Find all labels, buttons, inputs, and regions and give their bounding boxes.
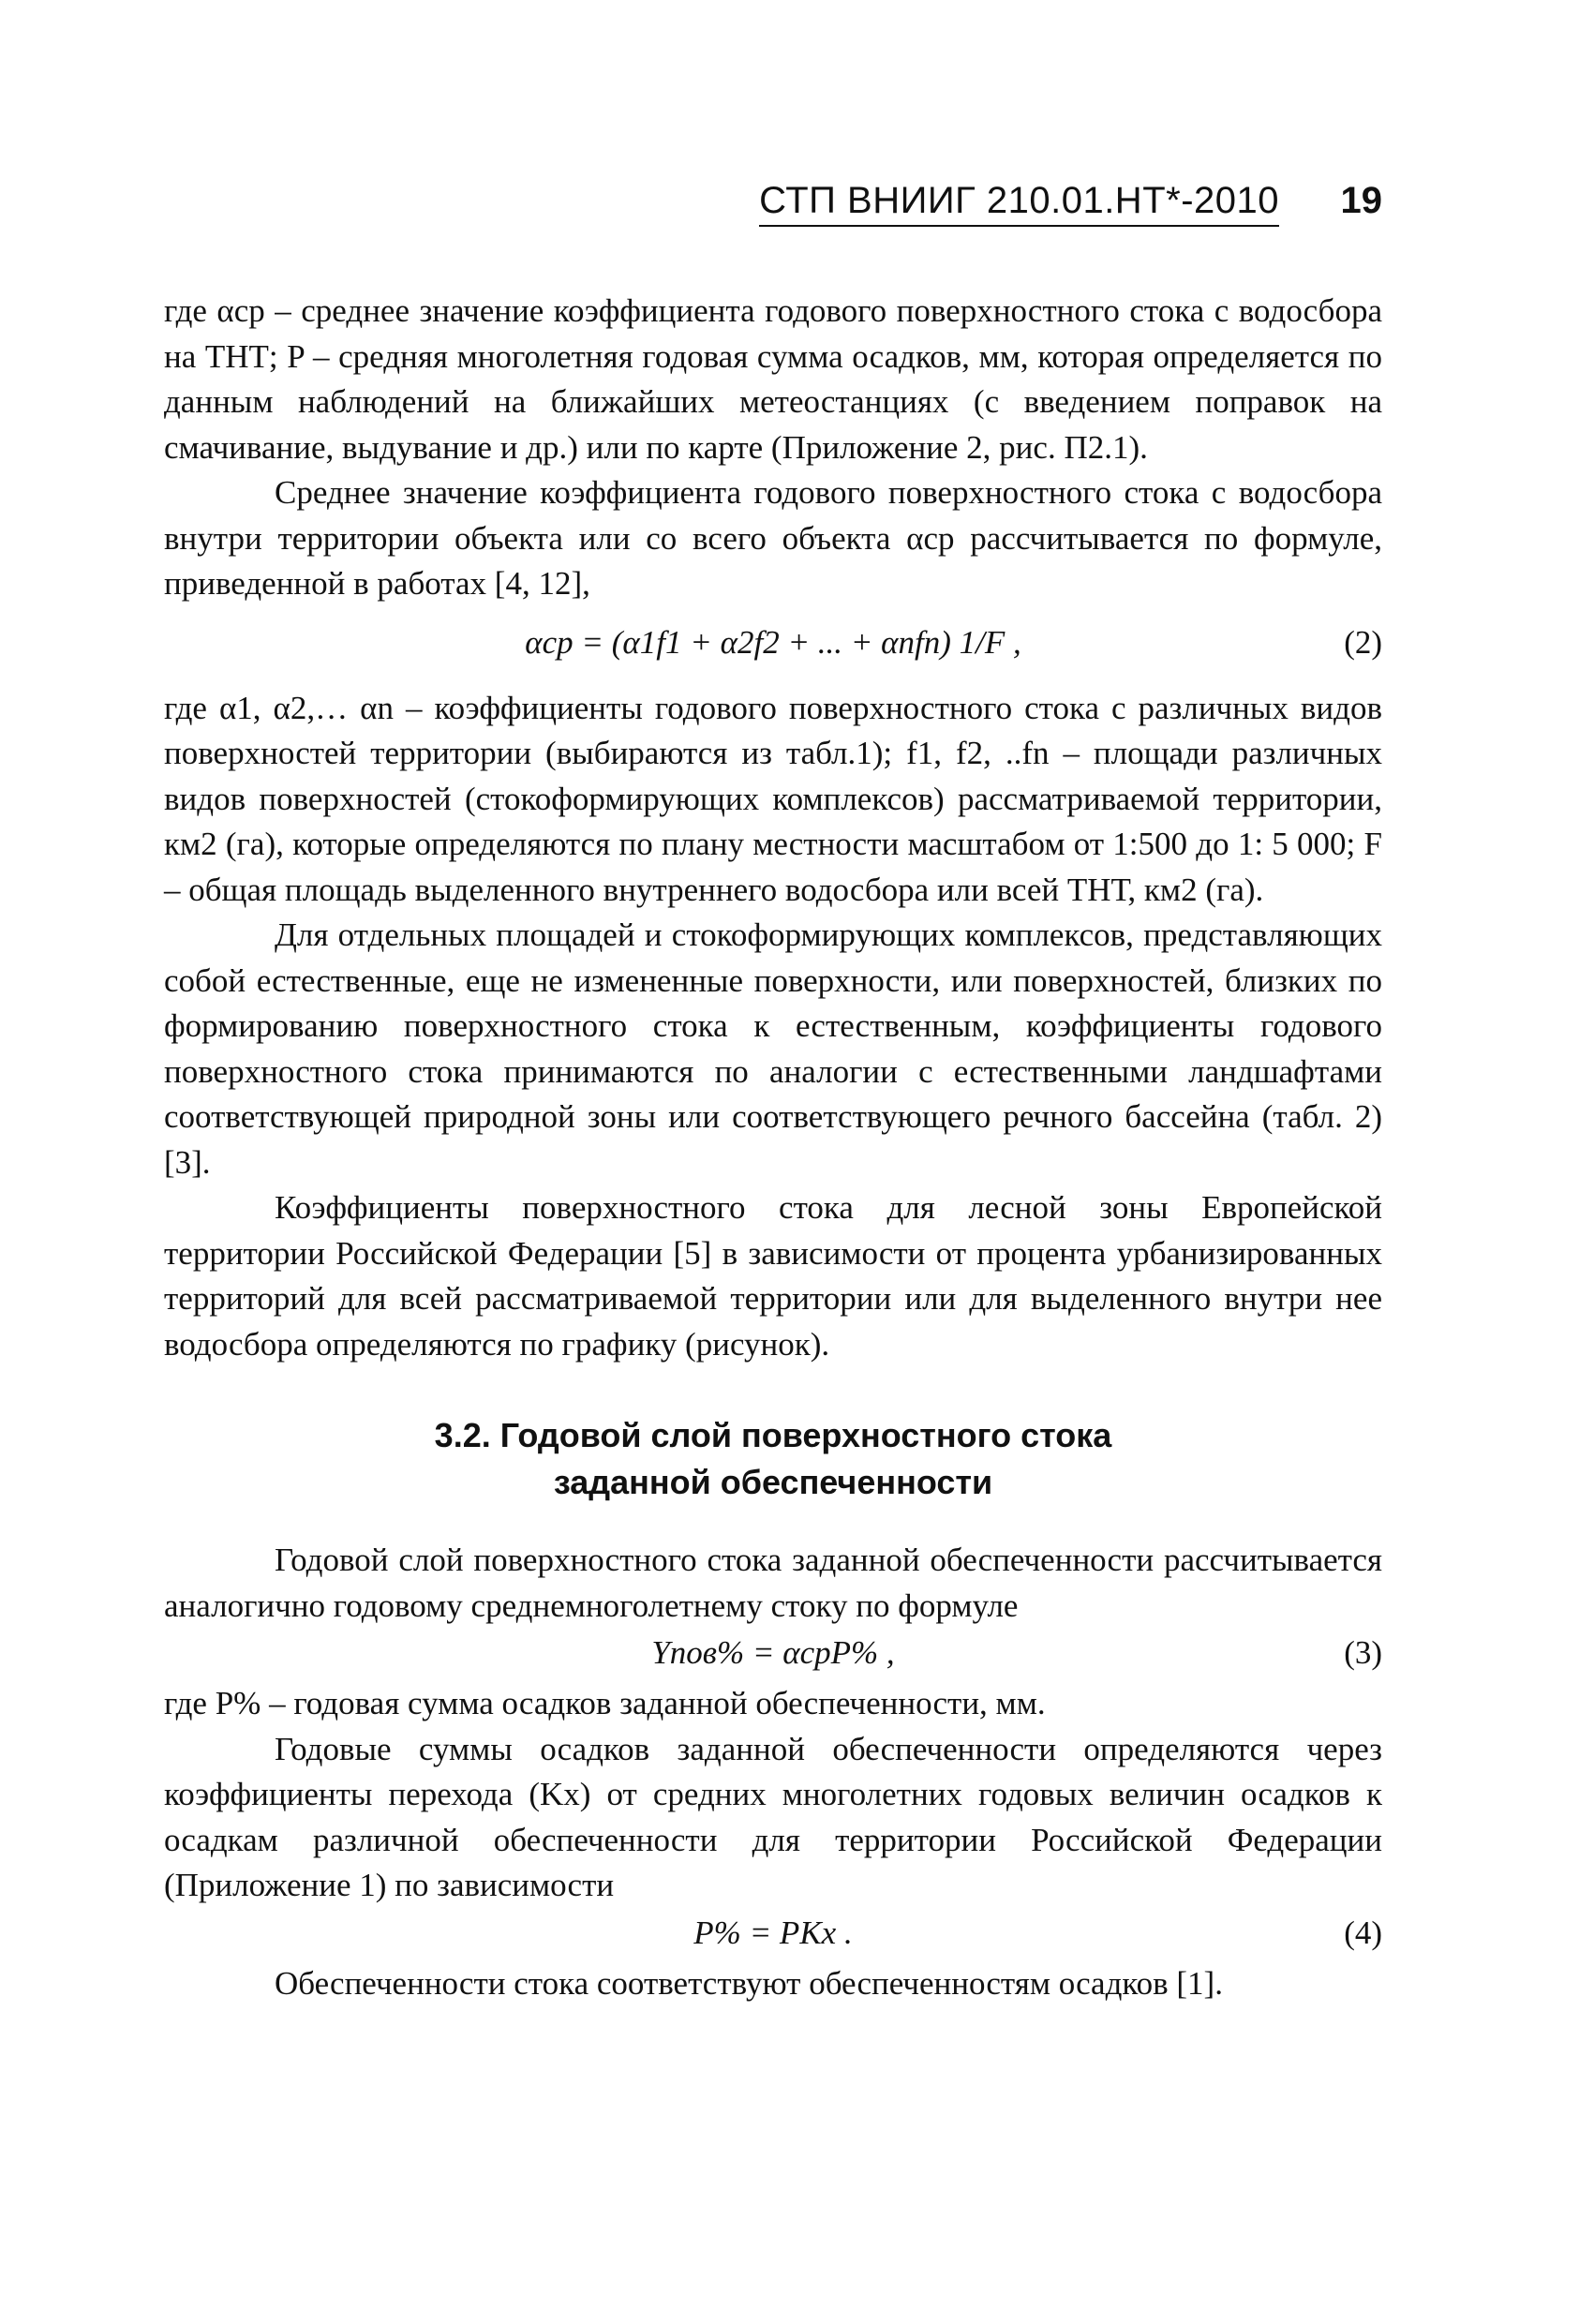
formula-4 — [164, 1909, 1382, 1961]
formula-3-number: (3) — [1344, 1634, 1382, 1671]
formula-2-expression: αср = (α1f1 + α2f2 + ... + αnfn) 1/F , — [525, 623, 1021, 661]
page-body — [164, 289, 1382, 2006]
section-heading-line-1: 3.2. Годовой слой поверхностного стока — [434, 1416, 1112, 1454]
formula-4-expression: P% = PKx . — [693, 1914, 853, 1951]
paragraph-9: Обеспеченности стока соответствуют обеспеченностям осадков [1]. — [275, 1964, 1223, 2002]
running-header — [164, 176, 1382, 232]
paragraph-5: Коэффициенты поверхностного стока для лесной зоны Европейской территории Российской Федерации [5] в зависимости от процента урбанизированных территорий для всей рассматриваемой территории или для выделенного внутри нее водосбора определяются по графику (рисунок). — [164, 1189, 1382, 1363]
section-heading — [164, 1412, 1382, 1506]
formula-3-expression: Yпов% = αсрP% , — [651, 1634, 895, 1671]
paragraph-4: Для отдельных площадей и стокоформирующих комплексов, представляющих собой естественные, еще не измененные поверхности, или поверхностей, близких по формированию поверхностного стока к естественным, коэффициенты годового поверхностного стока принимаются по аналогии с естественными ландшафтами соответствующей природной зоны или соответствующего речного бассейна (табл. 2) [3]. — [164, 916, 1382, 1181]
formula-3 — [164, 1629, 1382, 1681]
formula-2-number: (2) — [1344, 623, 1382, 661]
paragraph-3: где α1, α2,… αn – коэффициенты годового поверхностного стока с различных видов поверхностей территории (выбираются из табл.1); f1, f2, ..fn – площади различных видов поверхностей (стокоформирующих комплексов) рассматриваемой территории, км2 (га), которые определяются по плану местности масштабом от 1:500 до 1: 5 000; F – общая площадь выделенного внутреннего водосбора или всей ТНТ, км2 (га). — [164, 689, 1382, 908]
page-number: 19 — [1340, 180, 1382, 221]
paragraph-6: Годовой слой поверхностного стока заданной обеспеченности рассчитывается аналогично годовому среднемноголетнему стоку по формуле — [164, 1542, 1382, 1624]
paragraph-2: Среднее значение коэффициента годового поверхностного стока с водосбора внутри территории объекта или со всего объекта αср рассчитывается по формуле, приведенной в работах [4, 12], — [164, 474, 1382, 602]
document-code: СТП ВНИИГ 210.01.НТ*-2010 — [759, 176, 1279, 227]
formula-2 — [164, 607, 1382, 686]
formula-4-number: (4) — [1344, 1914, 1382, 1951]
paragraph-1: где αср – среднее значение коэффициента годового поверхностного стока с водосбора на ТНТ; P – средняя многолетняя годовая сумма осадков, мм, которая определяется по данным наблюдений на ближайших метеостанциях (с введением поправок на смачивание, выдувание и др.) или по карте (Приложение 2, рис. П2.1). — [164, 292, 1382, 466]
paragraph-8: Годовые суммы осадков заданной обеспеченности определяются через коэффициенты перехода (Kx) от средних многолетних годовых величин осадков к осадкам различной обеспеченности для территории Российской Федерации (Приложение 1) по зависимости — [164, 1730, 1382, 1903]
section-heading-line-2: заданной обеспеченности — [553, 1463, 993, 1501]
paragraph-7: где P% – годовая сумма осадков заданной обеспеченности, мм. — [164, 1685, 1046, 1721]
